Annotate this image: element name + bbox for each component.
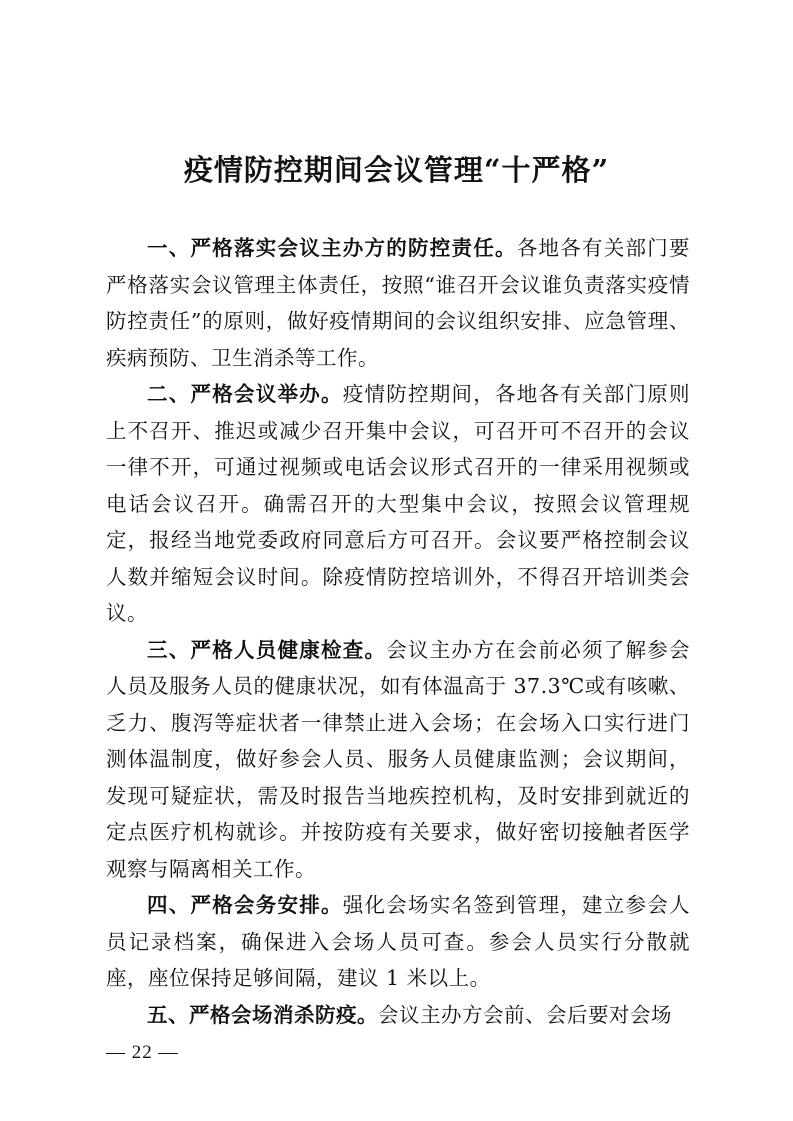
section-4-text: 强化会场实名签到管理，建立参会人员记录档案，确保进入会场人员可查。参会人员实行分散就座，座位保持足够间隔，建议 1 米以上。 [106,893,690,990]
section-2-heading: 二、严格会议举办。 [147,382,343,406]
section-4-paragraph [106,887,690,997]
document-title: 疫情防控期间会议管理“十严格” [183,153,610,187]
section-3-text: 会议主办方在会前必须了解参会人员及服务人员的健康状况，如有体温高于 37.3℃或有咳嗽、乏力、腹泻等症状者一律禁止进入会场；在会场入口实行进门测体温制度，做好参会人员、服务人员健康监测；会议期间，发现可疑症状，需及时报告当地疾控机构，及时安排到就近的定点医疗机构就诊。并按防疫有关要求，做好密切接触者医学观察与隔离相关工作。 [106,637,690,881]
section-1-heading: 一、严格落实会议主办方的防控责任。 [147,236,517,260]
section-2-text: 疫情防控期间，各地各有关部门原则上不召开、推迟或减少召开集中会议，可召开可不召开的会议一律不开，可通过视频或电话会议形式召开的一律采用视频或电话会议召开。确需召开的大型集中会议，按照会议管理规定，报经当地党委政府同意后方可召开。会议要严格控制会议人数并缩短会议时间。除疫情防控培训外，不得召开培训类会议。 [106,382,690,625]
section-1-text: 各地各有关部门要严格落实会议管理主体责任，按照“谁召开会议谁负责落实疫情防控责任”的原则，做好疫情期间的会议组织安排、应急管理、疾病预防、卫生消杀等工作。 [106,236,690,370]
section-3-heading: 三、严格人员健康检查。 [147,637,387,662]
document-body [106,230,690,1033]
section-5-paragraph [106,997,690,1034]
section-4-heading: 四、严格会务安排。 [147,893,343,917]
section-2-paragraph [106,376,690,632]
section-1-paragraph [106,230,690,376]
section-3-paragraph [106,632,690,888]
section-5-heading: 五、严格会场消杀防疫。 [147,1002,378,1027]
section-5-text: 会议主办方会前、会后要对会场 [378,1002,672,1027]
page-number: — 22 — [106,1042,179,1063]
